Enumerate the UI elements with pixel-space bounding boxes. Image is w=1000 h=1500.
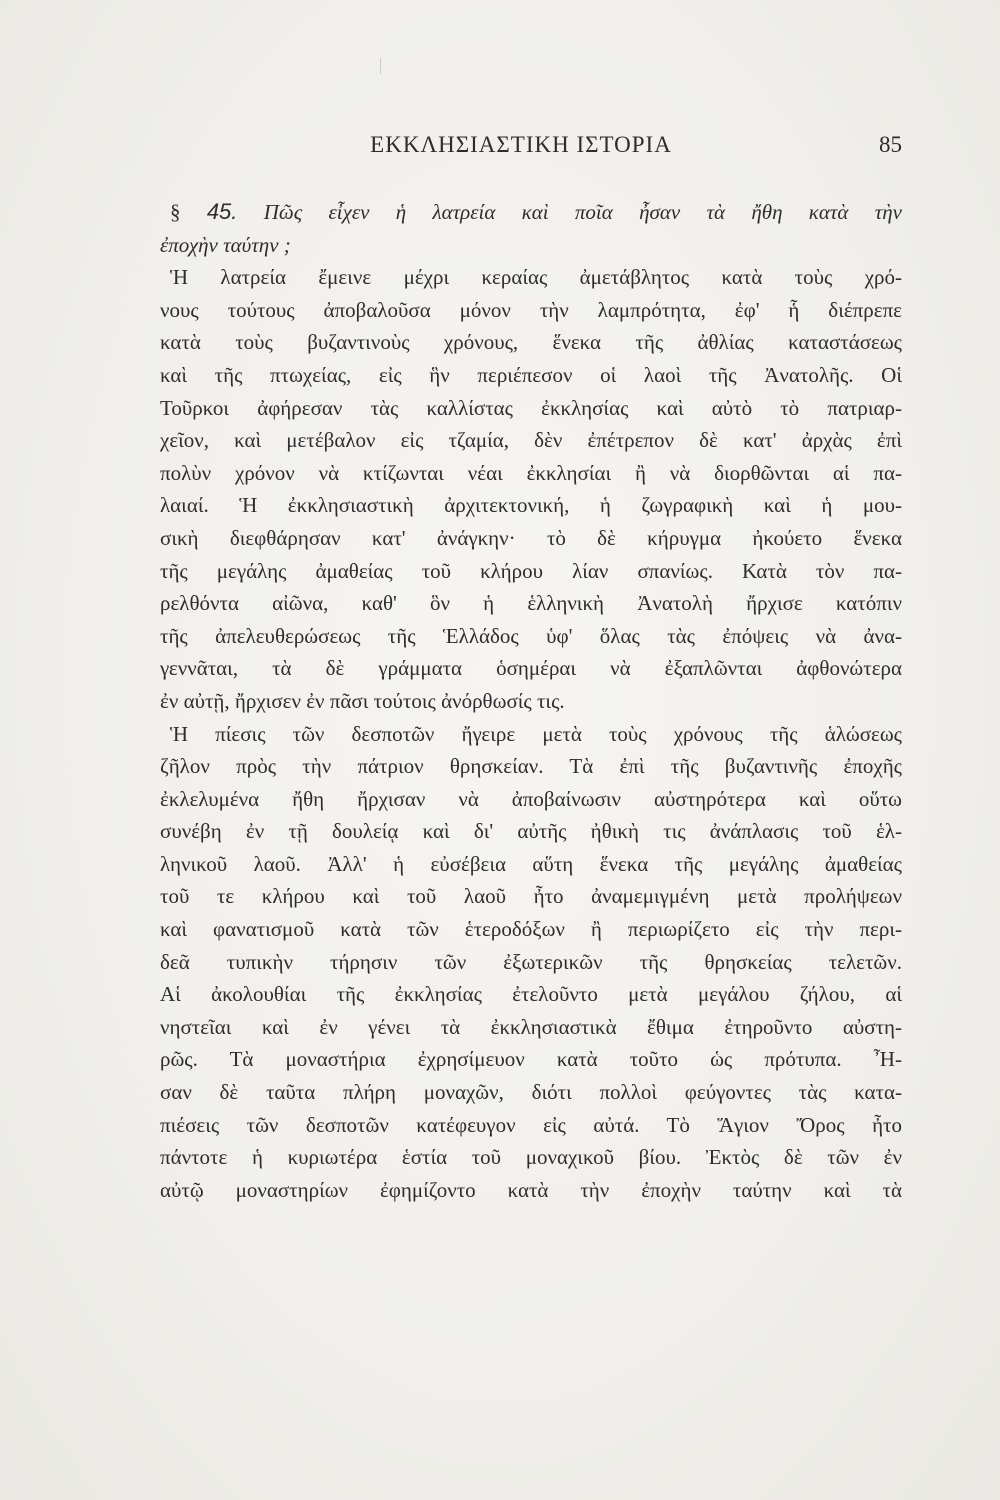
text-line: πάντοτε ἡ κυριωτέρα ἑστία τοῦ μοναχικοῦ βίου. Ἐκτὸς δὲ τῶν ἐν xyxy=(160,1145,902,1170)
text-line: ἐν αὐτῇ, ἤρχισεν ἐν πᾶσι τούτοις ἀνόρθωσίς τις. xyxy=(160,688,565,713)
text-line: Ἡ λατρεία ἔμεινε μέχρι κεραίας ἀμετάβλητος κατὰ τοὺς χρό- xyxy=(170,265,902,290)
text-line: λαιαί. Ἡ ἐκκλησιαστικὴ ἀρχιτεκτονική, ἡ ζωγραφικὴ καὶ ἡ μου- xyxy=(160,493,902,518)
text-line: καὶ τῆς πτωχείας, εἰς ἣν περιέπεσον οἱ λαοὶ τῆς Ἀνατολῆς. Οἱ xyxy=(160,362,902,387)
text-line: ἐκλελυμένα ἤθη ἤρχισαν νὰ ἀποβαίνωσιν αὐστηρότερα καὶ οὕτω xyxy=(160,786,902,811)
text-line: Ἡ πίεσις τῶν δεσποτῶν ἤγειρε μετὰ τοὺς χρόνους τῆς ἁλώσεως xyxy=(170,721,902,746)
text-line: Τοῦρκοι ἀφήρεσαν τὰς καλλίστας ἐκκλησίας καὶ αὐτὸ τὸ πατριαρ- xyxy=(160,395,902,420)
text-line: τῆς μεγάλης ἀμαθείας τοῦ κλήρου λίαν σπανίως. Κατὰ τὸν πα- xyxy=(160,558,902,583)
text-line: ρῶς. Τὰ μοναστήρια ἐχρησίμευον κατὰ τοῦτο ὡς πρότυπα. Ἦ- xyxy=(160,1047,902,1072)
text-line: Αἱ ἀκολουθίαι τῆς ἐκκλησίας ἐτελοῦντο μετὰ μεγάλου ζήλου, αἱ xyxy=(160,982,902,1007)
text-line: ληνικοῦ λαοῦ. Ἀλλ' ἡ εὐσέβεια αὕτη ἕνεκα τῆς μεγάλης ἀμαθείας xyxy=(160,851,902,876)
text-line: αὐτῷ μοναστηρίων ἐφημίζοντο κατὰ τὴν ἐποχὴν ταύτην καὶ τὰ xyxy=(160,1177,902,1202)
body-text xyxy=(160,196,902,1206)
text-line: τῆς ἀπελευθερώσεως τῆς Ἑλλάδος ὑφ' ὅλας τὰς ἐπόψεις νὰ ἀνα- xyxy=(160,623,902,648)
section-symbol: § xyxy=(170,200,181,224)
text-line: νηστεῖαι καὶ ἐν γένει τὰ ἐκκλησιαστικὰ ἔθιμα ἐτηροῦντο αὐστη- xyxy=(160,1014,902,1039)
text-line: χεῖον, καὶ μετέβαλον εἰς τζαμία, δὲν ἐπέτρεπον δὲ κατ' ἀρχὰς ἐπὶ xyxy=(160,428,902,453)
text-line: γεννᾶται, τὰ δὲ γράμματα ὁσημέραι νὰ ἐξαπλῶνται ἀφθονώτερα xyxy=(160,656,902,681)
section-heading-line-1 xyxy=(160,196,902,229)
text-line: δεᾶ τυπικὴν τήρησιν τῶν ἐξωτερικῶν τῆς θρησκείας τελετῶν. xyxy=(160,949,902,974)
page-number: 85 xyxy=(879,132,902,157)
text-line: ζῆλον πρὸς τὴν πάτριον θρησκείαν. Τὰ ἐπὶ τῆς βυζαντινῆς ἐποχῆς xyxy=(160,754,902,779)
text-line: κατὰ τοὺς βυζαντινοὺς χρόνους, ἕνεκα τῆς ἀθλίας καταστάσεως xyxy=(160,330,902,355)
section-heading-line-2: ἐποχὴν ταύτην ; xyxy=(160,232,291,257)
text-line: συνέβη ἐν τῇ δουλείᾳ καὶ δι' αὐτῆς ἠθικὴ τις ἀνάπλασις τοῦ ἑλ- xyxy=(160,819,902,844)
text-line: σαν δὲ ταῦτα πλήρη μοναχῶν, διότι πολλοὶ φεύγοντες τὰς κατα- xyxy=(160,1080,902,1105)
text-line: τοῦ τε κλήρου καὶ τοῦ λαοῦ ἦτο ἀναμεμιγμένη μετὰ προλήψεων xyxy=(160,884,902,909)
page-header xyxy=(140,132,902,172)
running-title: ΕΚΚΛΗΣΙΑΣΤΙΚΗ ΙΣΤΟΡΙΑ xyxy=(370,132,672,157)
section-number: 45. xyxy=(206,199,238,224)
text-line: πιέσεις τῶν δεσποτῶν κατέφευγον εἰς αὐτά. Τὸ Ἅγιον Ὄρος ἦτο xyxy=(160,1112,902,1137)
section-question: Πῶς εἶχεν ἡ λατρεία καὶ ποῖα ἦσαν τὰ ἤθη κατὰ τὴν xyxy=(263,200,902,224)
text-line: πολὺν χρόνον νὰ κτίζωνται νέαι ἐκκλησίαι ἢ νὰ διορθῶνται αἱ πα- xyxy=(160,460,902,485)
text-line: νους τούτους ἀποβαλοῦσα μόνον τὴν λαμπρότητα, ἐφ' ἧ διέπρεπε xyxy=(160,297,902,322)
text-line: καὶ φανατισμοῦ κατὰ τῶν ἑτεροδόξων ἢ περιωρίζετο εἰς τὴν περι- xyxy=(160,917,902,942)
paper-mark xyxy=(380,58,381,74)
text-line: ρελθόντα αἰῶνα, καθ' ὃν ἡ ἑλληνικὴ Ἀνατολὴ ἤρχισε κατόπιν xyxy=(160,591,902,616)
text-line: σικὴ διεφθάρησαν κατ' ἀνάγκην· τὸ δὲ κήρυγμα ἠκούετο ἕνεκα xyxy=(160,525,902,550)
